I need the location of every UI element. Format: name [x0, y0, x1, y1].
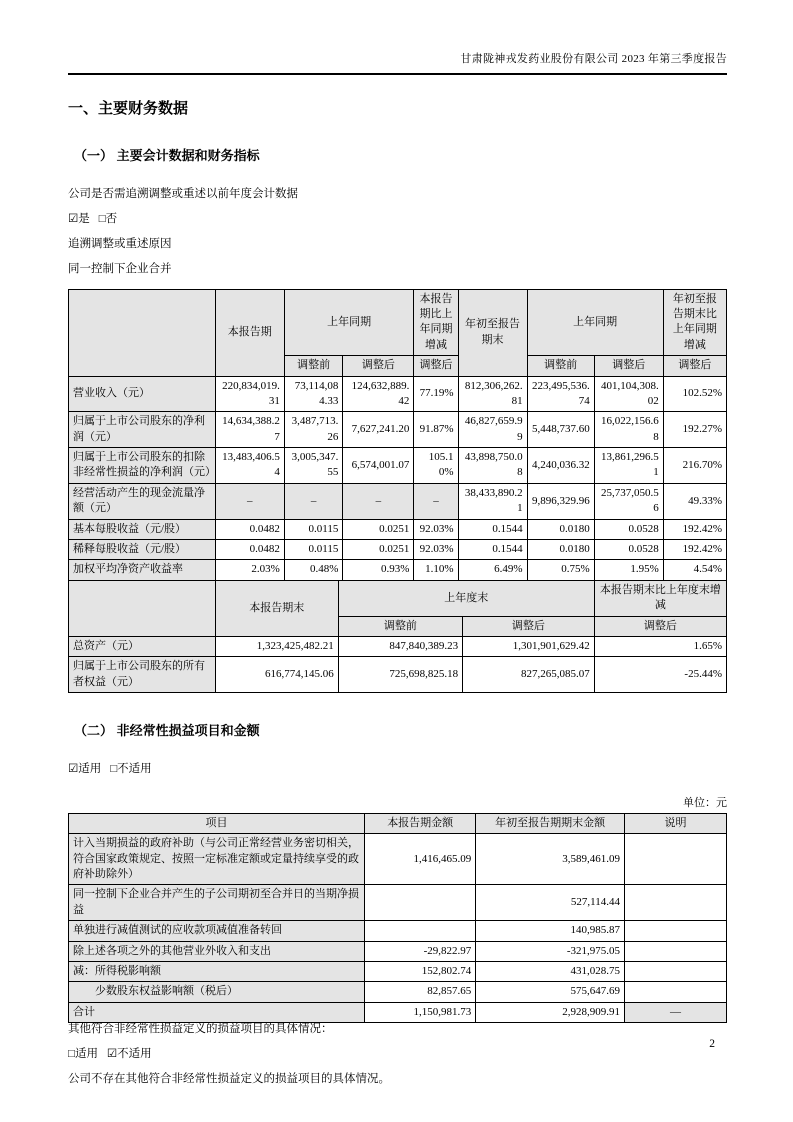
row-label: 总资产（元） — [69, 636, 216, 656]
table-header-row — [69, 813, 727, 833]
cell-value: 6,574,001.07 — [343, 448, 414, 484]
key-financials-table-period-end — [68, 580, 727, 693]
cell-value: 0.0528 — [594, 540, 663, 560]
col-header-ytd: 年初至报告期末 — [458, 289, 527, 376]
cell-value: 0.0115 — [284, 519, 343, 539]
subheader-adj-after: 调整后 — [463, 616, 595, 636]
cell-value: 73,114,084.33 — [284, 376, 343, 412]
checkbox-applicable-unchecked: □适用 — [68, 1048, 98, 1061]
table-row-owners-equity — [69, 657, 727, 693]
cell-value: 1,416,465.09 — [365, 834, 476, 885]
cell-value: 152,802.74 — [365, 961, 476, 981]
col-header-prior-year-end: 上年度末 — [338, 580, 594, 616]
restate-answer — [68, 213, 727, 226]
table-row-diluted-eps — [69, 540, 727, 560]
subheader-adj-after: 调整后 — [663, 356, 726, 376]
row-label: 合计 — [69, 1002, 365, 1022]
cell-value: 0.0180 — [527, 540, 594, 560]
checkbox-not-applicable-unchecked: □不适用 — [110, 763, 152, 776]
cell-note — [624, 921, 726, 941]
cell-value: 4,240,036.32 — [527, 448, 594, 484]
row-label: 归属于上市公司股东的所有者权益（元） — [69, 657, 216, 693]
col-header-ytd-change: 年初至报告期末比上年同期增减 — [663, 289, 726, 356]
table-row-minority-interest-effect — [69, 982, 727, 1002]
col-header-change-vs-prior: 本报告期比上年同期增减 — [414, 289, 458, 356]
row-label: 同一控制下企业合并产生的子公司期初至合并日的当期净损益 — [69, 885, 365, 921]
nonrecurring-items-table — [68, 813, 727, 1023]
table-row-merger-subsidiary-profit — [69, 885, 727, 921]
cell-value: 0.0251 — [343, 519, 414, 539]
cell-value: 0.1544 — [458, 540, 527, 560]
cell-value: 16,022,156.68 — [594, 412, 663, 448]
cell-value: 5,448,737.60 — [527, 412, 594, 448]
cell-value: 25,737,050.56 — [594, 483, 663, 519]
cell-value: 812,306,262.81 — [458, 376, 527, 412]
cell-value: 91.87% — [414, 412, 458, 448]
table-row-impairment-reversal — [69, 921, 727, 941]
cell-value: 0.93% — [343, 560, 414, 580]
cell-value: -29,822.97 — [365, 941, 476, 961]
cell-value: 92.03% — [414, 540, 458, 560]
page-number: 2 — [709, 1038, 715, 1050]
row-label: 计入当期损益的政府补助（与公司正常经营业务密切相关，符合国家政策规定、按照一定标准定额或定量持续享受的政府补助除外） — [69, 834, 365, 885]
table-row-net-profit-excl-nonrecurring — [69, 448, 727, 484]
table-row-revenue — [69, 376, 727, 412]
cell-value: 49.33% — [663, 483, 726, 519]
cell-dash: – — [343, 483, 414, 519]
cell-value: 0.75% — [527, 560, 594, 580]
restate-reason-label: 追溯调整或重述原因 — [68, 238, 172, 251]
applicability-line — [68, 763, 727, 776]
subheader-adj-after: 调整后 — [594, 616, 726, 636]
other-items-note: 其他符合非经常性损益定义的损益项目的具体情况： — [68, 1023, 333, 1036]
checkbox-applicable-checked: ☑适用 — [68, 763, 102, 776]
col-header-ytd-amount: 年初至报告期期末金额 — [476, 813, 625, 833]
cell-value: 13,483,406.54 — [215, 448, 284, 484]
col-header-current-period-end: 本报告期末 — [215, 580, 338, 636]
cell-value: 220,834,019.31 — [215, 376, 284, 412]
cell-value: 3,589,461.09 — [476, 834, 625, 885]
table-row-total — [69, 1002, 727, 1022]
unit-label: 单位：元 — [683, 796, 727, 809]
cell-value: 4.54% — [663, 560, 726, 580]
subheader-adj-after: 调整后 — [594, 356, 663, 376]
col-header-prior-same-period-ytd: 上年同期 — [527, 289, 663, 356]
cell-dash: – — [284, 483, 343, 519]
col-header-note: 说明 — [624, 813, 726, 833]
row-label: 经营活动产生的现金流量净额（元） — [69, 483, 216, 519]
cell-note — [624, 834, 726, 885]
row-label: 归属于上市公司股东的净利润（元） — [69, 412, 216, 448]
cell-value: 3,005,347.55 — [284, 448, 343, 484]
cell-value: 2.03% — [215, 560, 284, 580]
cell-value: 725,698,825.18 — [338, 657, 462, 693]
row-label: 除上述各项之外的其他营业外收入和支出 — [69, 941, 365, 961]
cell-value: 140,985.87 — [476, 921, 625, 941]
cell-value: 14,634,388.27 — [215, 412, 284, 448]
cell-value: 827,265,085.07 — [463, 657, 595, 693]
row-label: 基本每股收益（元/股） — [69, 519, 216, 539]
cell-value: 38,433,890.21 — [458, 483, 527, 519]
cell-value: -321,975.05 — [476, 941, 625, 961]
col-header-current-period: 本报告期 — [215, 289, 284, 376]
key-financials-table — [68, 289, 727, 581]
cell-value: 43,898,750.08 — [458, 448, 527, 484]
table-header-row — [69, 580, 727, 616]
cell-value: 0.0482 — [215, 540, 284, 560]
cell-value: 192.42% — [663, 540, 726, 560]
cell-value: 1,323,425,482.21 — [215, 636, 338, 656]
section-1-2-title: （二） 非经常性损益项目和金额 — [74, 723, 260, 739]
subheader-adj-after: 调整后 — [414, 356, 458, 376]
cell-value: 105.10% — [414, 448, 458, 484]
cell-value: 9,896,329.96 — [527, 483, 594, 519]
cell-note — [624, 941, 726, 961]
page-header — [68, 0, 727, 75]
cell-value: -25.44% — [594, 657, 726, 693]
table-row-operating-cash-flow — [69, 483, 727, 519]
cell-value: 1.10% — [414, 560, 458, 580]
checkbox-no-unchecked: □否 — [98, 213, 118, 226]
cell-value: 0.0251 — [343, 540, 414, 560]
cell-value: 0.0115 — [284, 540, 343, 560]
subheader-adj-before: 调整前 — [527, 356, 594, 376]
cell-value: 0.0482 — [215, 519, 284, 539]
section-1-title: 一、主要财务数据 — [68, 100, 189, 117]
cell-value: 401,104,308.02 — [594, 376, 663, 412]
cell-value: 216.70% — [663, 448, 726, 484]
col-header-current-amount: 本报告期金额 — [365, 813, 476, 833]
table-row-income-tax-effect — [69, 961, 727, 981]
checkbox-yes-checked: ☑是 — [68, 213, 90, 226]
cell-value: 46,827,659.99 — [458, 412, 527, 448]
cell-dash: – — [414, 483, 458, 519]
cell-value: 3,487,713.26 — [284, 412, 343, 448]
restate-question: 公司是否需追溯调整或重述以前年度会计数据 — [68, 188, 298, 200]
no-other-items-note: 公司不存在其他符合非经常性损益定义的损益项目的具体情况。 — [68, 1073, 390, 1086]
applicability-line-2 — [68, 1048, 727, 1061]
cell-value: 847,840,389.23 — [338, 636, 462, 656]
cell-value: 102.52% — [663, 376, 726, 412]
cell-note — [624, 982, 726, 1002]
corner-cell — [69, 289, 216, 376]
report-title: 甘肃陇神戎发药业股份有限公司 2023 年第三季度报告 — [460, 53, 727, 65]
cell-value: 1,301,901,629.42 — [463, 636, 595, 656]
cell-note: — — [624, 1002, 726, 1022]
cell-value: 527,114.44 — [476, 885, 625, 921]
row-label: 归属于上市公司股东的扣除非经常性损益的净利润（元） — [69, 448, 216, 484]
col-header-item: 项目 — [69, 813, 365, 833]
cell-value: 0.0180 — [527, 519, 594, 539]
row-label: 加权平均净资产收益率 — [69, 560, 216, 580]
table-row-weighted-avg-roe — [69, 560, 727, 580]
cell-value: 431,028.75 — [476, 961, 625, 981]
cell-note — [624, 961, 726, 981]
corner-cell — [69, 580, 216, 636]
restate-reason-text: 同一控制下企业合并 — [68, 263, 172, 276]
subheader-adj-before: 调整前 — [284, 356, 343, 376]
row-label: 少数股东权益影响额（税后） — [69, 982, 365, 1002]
cell-value: 2,928,909.91 — [476, 1002, 625, 1022]
cell-value: 0.1544 — [458, 519, 527, 539]
cell-value: 0.0528 — [594, 519, 663, 539]
subheader-adj-after: 调整后 — [343, 356, 414, 376]
cell-value: 192.42% — [663, 519, 726, 539]
cell-value: 616,774,145.06 — [215, 657, 338, 693]
table-header-row — [69, 289, 727, 356]
table-row-total-assets — [69, 636, 727, 656]
section-1-1-title: （一） 主要会计数据和财务指标 — [74, 148, 260, 163]
cell-value: 223,495,536.74 — [527, 376, 594, 412]
cell-value: 192.27% — [663, 412, 726, 448]
cell-dash: – — [215, 483, 284, 519]
cell-value: 1.65% — [594, 636, 726, 656]
cell-value: 13,861,296.51 — [594, 448, 663, 484]
row-label: 营业收入（元） — [69, 376, 216, 412]
cell-value: 92.03% — [414, 519, 458, 539]
cell-value — [365, 885, 476, 921]
col-header-period-end-change: 本报告期末比上年度末增减 — [594, 580, 726, 616]
cell-value: 124,632,889.42 — [343, 376, 414, 412]
cell-value: 6.49% — [458, 560, 527, 580]
row-label: 减：所得税影响额 — [69, 961, 365, 981]
row-label: 单独进行减值测试的应收款项减值准备转回 — [69, 921, 365, 941]
col-header-prior-same-period: 上年同期 — [284, 289, 414, 356]
table-row-basic-eps — [69, 519, 727, 539]
subheader-adj-before: 调整前 — [338, 616, 462, 636]
cell-value: 77.19% — [414, 376, 458, 412]
cell-value: 0.48% — [284, 560, 343, 580]
cell-value — [365, 921, 476, 941]
cell-value: 1,150,981.73 — [365, 1002, 476, 1022]
cell-value: 82,857.65 — [365, 982, 476, 1002]
cell-note — [624, 885, 726, 921]
checkbox-not-applicable-checked: ☑不适用 — [106, 1048, 152, 1061]
cell-value: 7,627,241.20 — [343, 412, 414, 448]
table-row-other-nonoperating — [69, 941, 727, 961]
cell-value: 575,647.69 — [476, 982, 625, 1002]
row-label: 稀释每股收益（元/股） — [69, 540, 216, 560]
cell-value: 1.95% — [594, 560, 663, 580]
table-row-net-profit — [69, 412, 727, 448]
table-row-government-grants — [69, 834, 727, 885]
